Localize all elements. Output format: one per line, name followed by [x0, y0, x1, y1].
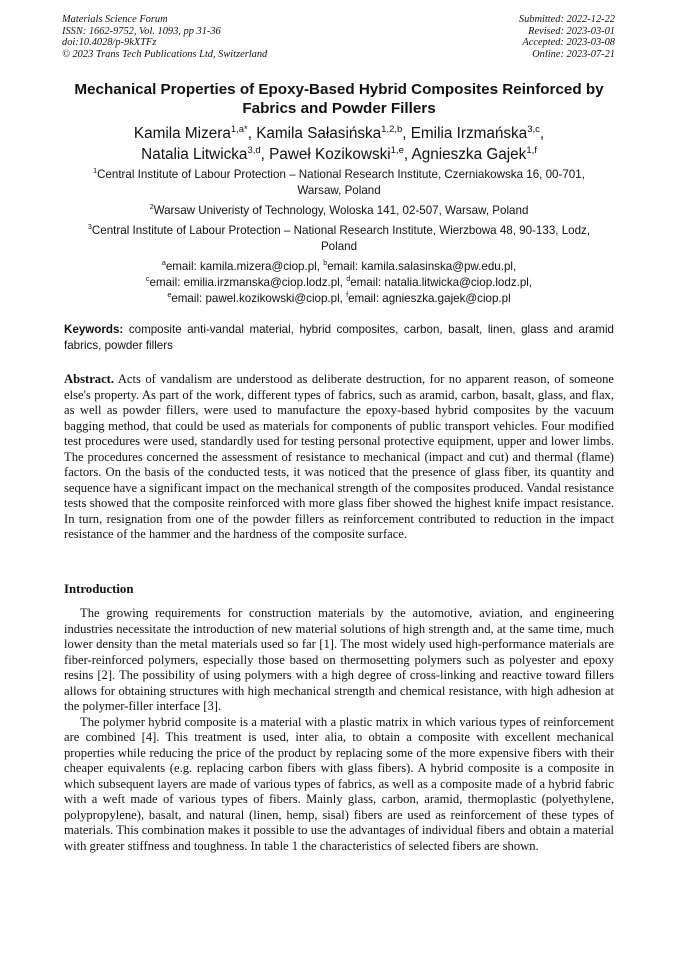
- publication-dates: [519, 14, 615, 60]
- email-b[interactable]: $^b$email: kamila.salasinska@pw.edu.pl,: [323, 258, 517, 273]
- journal-name: Materials Science Forum: [62, 14, 168, 25]
- paragraph: The growing requirements for construction materials by the automotive, aviation, and engineering industries necessitate the introduction of new material solutions of high strength and, at the same time, much lower density than the metal materials used so far [1]. The most widely used high-performance materials are fiber-reinforced polymers, especially those based on thermosetting polymers such as polyester and epoxy resins [2]. The possibility of using polymers with a high degree of cross-linking and reactive toward fillers allows for obtaining structures with high mechanical strength and chemical resistance, with high adhesion at the polymer-filler interface [3].: [64, 606, 614, 713]
- email-a[interactable]: $^a$email: kamila.mizera@ciop.pl,: [161, 258, 324, 273]
- issn-line: ISSN: 1662-9752, Vol. 1093, pp 31-36: [62, 25, 221, 37]
- affiliation-2: $^2$Warsaw Univeristy of Technology, Woloska 141, 02-507, Warsaw, Poland: [149, 202, 529, 217]
- copyright: © 2023 Trans Tech Publications Ltd, Switzerland: [62, 48, 268, 60]
- abstract: [64, 372, 614, 543]
- journal-info: [62, 14, 267, 60]
- affiliation-1: $^1$Central Institute of Labour Protection – National Research Institute, Czerniakowska 16, 00-701, Warsaw, Poland: [93, 166, 585, 197]
- email-d[interactable]: $^d$email: natalia.litwicka@ciop.lodz.pl,: [346, 274, 533, 289]
- author: Emilia Irzmańska$^{3,c}$,: [410, 123, 545, 142]
- paper-title: Mechanical Properties of Epoxy-Based Hybrid Composites Reinforced by Fabrics and Powder Fillers: [74, 81, 604, 117]
- keywords-text: composite anti-vandal material, hybrid composites, carbon, basalt, linen, glass and aramid fabrics, powder fillers: [64, 323, 614, 352]
- paragraph: The polymer hybrid composite is a material with a plastic matrix in which various types of reinforcement are combined [4]. This treatment is used, inter alia, to obtain a composite with excellent mechanical properties while reducing the price of the product by replacing some of the more expensive fibers with their cheaper equivalents (e.g. replacing carbon fibers with glass fibers). A hybrid composite is a composite in which subsequent layers are made of various types of fabrics, as well as a composite made of a hybrid fabric with a weft made of various types of fibers. Mainly glass, carbon, aramid, thermoplastic (polyethylene, polypropylene), basalt, and natural (linen, hemp, sisal) fibers are used as reinforcement of these types of materials. This combination makes it possible to use the advantages of individual fibers and obtain a material with greater stiffness and toughness. In table 1 the characteristics of selected fibers are shown.: [64, 714, 614, 853]
- email-e[interactable]: $^e$email: pawel.kozikowski@ciop.pl,: [167, 290, 347, 305]
- keywords-label: Keywords:: [64, 323, 124, 336]
- revised-date: Revised: 2023-03-01: [528, 25, 615, 37]
- email-f[interactable]: $^f$email: agnieszka.gajek@ciop.pl: [346, 290, 511, 305]
- online-date: Online: 2023-07-21: [532, 48, 615, 60]
- email-c[interactable]: $^c$email: emilia.irzmanska@ciop.lodz.pl,: [145, 274, 347, 289]
- introduction-body: [64, 606, 614, 854]
- author: Paweł Kozikowski$^{1,e}$,: [269, 144, 412, 163]
- author: Kamila Mizera$^{1,a*}$,: [133, 123, 257, 142]
- introduction-heading: Introduction: [64, 582, 134, 596]
- abstract-text: Acts of vandalism are understood as deliberate destruction, for no apparent reason, of someone else's property. As part of the work, different types of fabrics, such as aramid, carbon, basalt, glass, and flax, as well as powder fillers, were used to manufacture the epoxy-based hybrid composites by the vacuum bagging method, that could be used as materials for components of public transport vehicles. Four modified test procedures were used, standardly used for testing personal protective equipment, upper and lower limbs. The procedures concerned the assessment of resistance to mechanical (impact and cut) and thermal (flame) factors. On the basis of the conducted tests, it was noticed that the presence of glass fiber, its quantity and sequence have a significant impact on the mechanical strength of the composites produced. Vandal resistance tests showed that the composite reinforced with more glass fiber showed the highest knife impact resistance. In turn, resignation from one of the powder fillers as reinforcement contributed to reduction in the impact resistance of the hammer and the hardness of the composite surface.: [64, 372, 614, 541]
- abstract-label: Abstract.: [64, 372, 115, 386]
- author-list: [50, 123, 628, 165]
- email-list: [80, 259, 598, 307]
- keywords: [64, 322, 614, 354]
- doi[interactable]: doi:10.4028/p-9kXTFz: [62, 37, 157, 49]
- accepted-date: Accepted: 2023-03-08: [522, 37, 615, 49]
- submitted-date: Submitted: 2022-12-22: [518, 14, 615, 25]
- affiliation-3: $^3$Central Institute of Labour Protection – National Research Institute, Wierzbowa 48, 90-133, Lodz, Poland: [87, 222, 591, 253]
- author: Natalia Litwicka$^{3,d}$,: [141, 144, 270, 163]
- author: Kamila Sałasińska$^{1,2,b}$,: [256, 123, 411, 142]
- author: Agnieszka Gajek$^{1,f}$: [411, 144, 537, 163]
